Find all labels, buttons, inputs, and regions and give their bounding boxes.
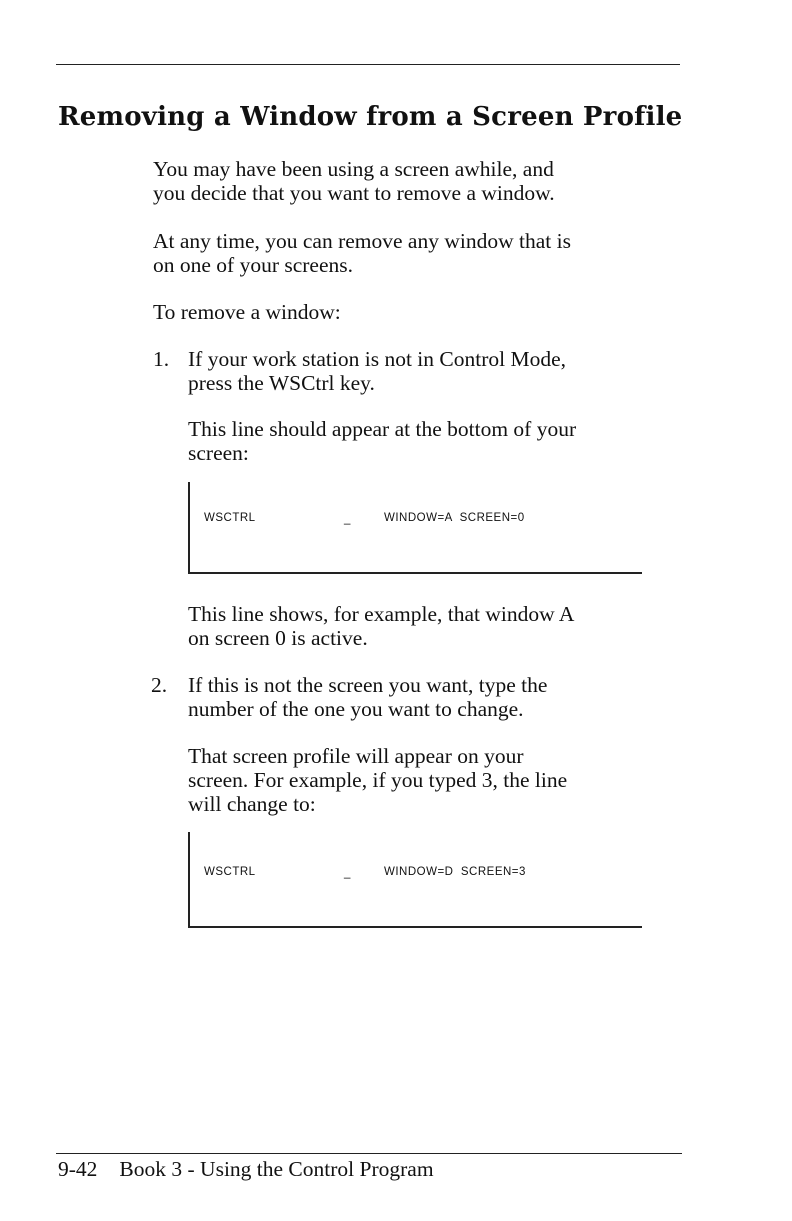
book-title: Book 3 - Using the Control Program — [119, 1157, 434, 1181]
intro-line-1: You may have been using a screen awhile, and — [153, 157, 554, 181]
screen-illustration-2 — [188, 832, 642, 928]
step-2-note-line-2: screen. For example, if you typed 3, the line — [188, 768, 568, 792]
status-window-screen: WINDOW=A SCREEN=0 — [384, 512, 525, 524]
page-footer — [58, 1157, 434, 1181]
status-mode-label: WSCTRL — [204, 512, 256, 524]
step-2-number: 2. — [151, 673, 168, 697]
status-window-screen: WINDOW=D SCREEN=3 — [384, 866, 526, 878]
step-1-note-line-2: screen: — [188, 441, 249, 465]
step-2-note-line-1: That screen profile will appear on your — [188, 744, 524, 768]
bottom-rule — [56, 1153, 682, 1154]
step-1-line-2: press the WSCtrl key. — [188, 371, 375, 395]
step-2-line-2: number of the one you want to change. — [188, 697, 524, 721]
info-line-1: At any time, you can remove any window that is — [153, 229, 571, 253]
status-cursor: _ — [344, 513, 351, 525]
info-line-2: on one of your screens. — [153, 253, 354, 277]
step-1-after-line-2: on screen 0 is active. — [188, 626, 368, 650]
status-mode-label: WSCTRL — [204, 866, 256, 878]
step-2-note-line-3: will change to: — [188, 792, 316, 816]
step-1-number: 1. — [153, 347, 170, 371]
step-1-line-1: If your work station is not in Control Mode, — [188, 347, 567, 371]
step-1-note-line-1: This line should appear at the bottom of your — [188, 417, 577, 441]
section-title: Removing a Window from a Screen Profile — [58, 102, 683, 132]
lead-in: To remove a window: — [153, 300, 341, 324]
intro-line-2: you decide that you want to remove a window. — [153, 181, 555, 205]
step-1-after-line-1: This line shows, for example, that window A — [188, 602, 575, 626]
top-rule — [56, 64, 680, 65]
status-cursor: _ — [344, 867, 351, 879]
page-number: 9-42 — [58, 1157, 98, 1181]
step-2-line-1: If this is not the screen you want, type the — [188, 673, 548, 697]
screen-illustration-1 — [188, 482, 642, 574]
